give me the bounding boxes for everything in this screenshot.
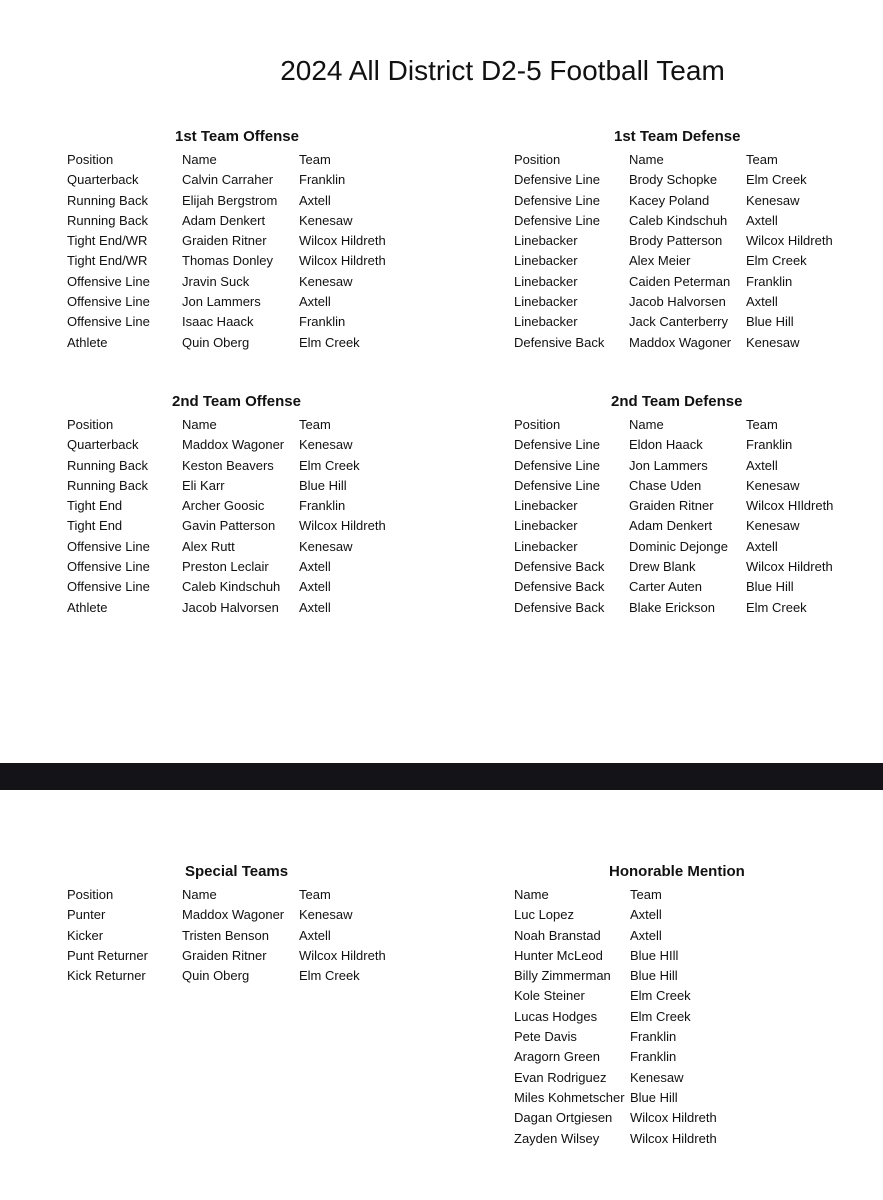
cell-name: Chase Uden	[629, 477, 702, 493]
cell-team: Kenesaw	[299, 538, 353, 554]
cell-name: Adam Denkert	[182, 212, 266, 228]
cell-team: Blue Hill	[630, 968, 678, 984]
cell-name: Luc Lopez	[514, 907, 574, 923]
cell-team: Elm Creek	[630, 988, 691, 1004]
cell-team: Blue Hill	[299, 477, 347, 493]
cell-team: Wilcox Hildreth	[299, 233, 386, 249]
cell-team: Franklin	[630, 1049, 677, 1065]
cell-team: Kenesaw	[746, 477, 800, 493]
cell-team: Blue Hill	[630, 1089, 678, 1105]
cell-team: Blue Hill	[746, 579, 794, 595]
cell-name: Adam Denkert	[629, 518, 713, 534]
cell-position: Offensive Line	[67, 538, 150, 554]
cell-team: Franklin	[299, 498, 346, 514]
cell-position: Running Back	[67, 457, 148, 473]
cell-name: Graiden Ritner	[182, 947, 267, 963]
cell-name: Thomas Donley	[182, 253, 274, 269]
cell-team: Elm Creek	[746, 172, 807, 188]
cell-team: Axtell	[299, 579, 331, 595]
cell-name: Quin Oberg	[182, 968, 250, 984]
cell-team: Kenesaw	[746, 192, 800, 208]
cell-team: Axtell	[746, 212, 778, 228]
cell-name: Jacob Halvorsen	[182, 599, 279, 615]
cell-team: Axtell	[630, 927, 662, 943]
cell-team: Franklin	[630, 1029, 677, 1045]
cell-position: Athlete	[67, 334, 108, 350]
cell-name: Brody Schopke	[629, 172, 718, 188]
cell-position: Defensive Line	[514, 457, 600, 473]
section-title: 2nd Team Offense	[172, 393, 301, 410]
cell-name: Elijah Bergstrom	[182, 192, 278, 208]
header-team: Team	[299, 887, 331, 902]
cell-team: Wilcox Hildreth	[746, 559, 833, 575]
cell-name: Maddox Wagoner	[182, 437, 285, 453]
section-title: Special Teams	[185, 863, 289, 880]
cell-position: Defensive Line	[514, 437, 600, 453]
cell-name: Pete Davis	[514, 1029, 577, 1045]
cell-name: Jack Canterberry	[629, 314, 728, 330]
cell-team: Axtell	[746, 294, 778, 310]
cell-position: Kick Returner	[67, 968, 146, 984]
cell-name: Jon Lammers	[629, 457, 708, 473]
cell-name: Jon Lammers	[182, 294, 261, 310]
cell-team: Elm Creek	[746, 253, 807, 269]
header-position: Position	[514, 417, 561, 432]
section-title: 1st Team Offense	[175, 128, 299, 145]
section-title: 2nd Team Defense	[611, 393, 743, 410]
cell-team: Wilcox Hildreth	[746, 233, 833, 249]
page-title: 2024 All District D2-5 Football Team	[280, 55, 725, 86]
cell-name: Noah Branstad	[514, 927, 601, 943]
header-name: Name	[514, 887, 549, 902]
cell-team: Wilcox Hildreth	[630, 1130, 717, 1146]
cell-name: Dagan Ortgiesen	[514, 1110, 613, 1126]
cell-team: Kenesaw	[299, 437, 353, 453]
cell-name: Evan Rodriguez	[514, 1069, 607, 1085]
cell-name: Jravin Suck	[182, 273, 250, 289]
cell-position: Athlete	[67, 599, 108, 615]
cell-position: Defensive Back	[514, 579, 605, 595]
cell-name: Archer Goosic	[182, 498, 265, 514]
cell-team: Kenesaw	[299, 907, 353, 923]
cell-position: Tight End	[67, 518, 123, 534]
cell-position: Linebacker	[514, 233, 578, 249]
header-team: Team	[630, 887, 662, 902]
cell-team: Elm Creek	[299, 968, 360, 984]
cell-name: Dominic Dejonge	[629, 538, 728, 554]
cell-position: Linebacker	[514, 253, 578, 269]
cell-name: Billy Zimmerman	[514, 968, 611, 984]
cell-team: Elm Creek	[299, 457, 360, 473]
cell-team: Elm Creek	[299, 334, 360, 350]
cell-team: Wilcox Hildreth	[299, 253, 386, 269]
cell-position: Linebacker	[514, 294, 578, 310]
cell-position: Quarterback	[67, 172, 139, 188]
cell-position: Linebacker	[514, 314, 578, 330]
cell-name: Miles Kohmetscher	[514, 1089, 625, 1105]
cell-position: Defensive Back	[514, 334, 605, 350]
cell-position: Tight End/WR	[67, 253, 148, 269]
header-position: Position	[514, 152, 561, 167]
cell-team: Wilcox HIldreth	[746, 498, 834, 514]
cell-name: Isaac Haack	[182, 314, 254, 330]
cell-name: Alex Meier	[629, 253, 691, 269]
header-name: Name	[629, 152, 664, 167]
header-team: Team	[299, 152, 331, 167]
cell-name: Blake Erickson	[629, 599, 715, 615]
cell-name: Carter Auten	[629, 579, 702, 595]
cell-team: Wilcox Hildreth	[299, 947, 386, 963]
cell-position: Defensive Line	[514, 172, 600, 188]
cell-name: Preston Leclair	[182, 559, 269, 575]
cell-team: Franklin	[746, 437, 793, 453]
cell-team: Axtell	[299, 559, 331, 575]
cell-team: Axtell	[299, 192, 331, 208]
cell-position: Defensive Line	[514, 477, 600, 493]
cell-name: Hunter McLeod	[514, 947, 603, 963]
cell-name: Quin Oberg	[182, 334, 250, 350]
cell-team: Kenesaw	[299, 212, 353, 228]
cell-position: Running Back	[67, 212, 148, 228]
header-name: Name	[182, 887, 217, 902]
cell-team: Elm Creek	[630, 1008, 691, 1024]
header-name: Name	[629, 417, 664, 432]
cell-name: Caiden Peterman	[629, 273, 731, 289]
cell-position: Tight End	[67, 498, 123, 514]
cell-position: Offensive Line	[67, 294, 150, 310]
cell-name: Maddox Wagoner	[629, 334, 732, 350]
cell-name: Brody Patterson	[629, 233, 723, 249]
header-position: Position	[67, 887, 114, 902]
cell-name: Maddox Wagoner	[182, 907, 285, 923]
cell-position: Offensive Line	[67, 314, 150, 330]
cell-team: Wilcox Hildreth	[630, 1110, 717, 1126]
header-position: Position	[67, 152, 114, 167]
cell-team: Kenesaw	[746, 334, 800, 350]
cell-team: Axtell	[299, 599, 331, 615]
cell-position: Offensive Line	[67, 559, 150, 575]
cell-name: Keston Beavers	[182, 457, 274, 473]
cell-name: Eli Karr	[182, 477, 225, 493]
cell-team: Franklin	[299, 172, 346, 188]
cell-team: Axtell	[746, 457, 778, 473]
cell-position: Defensive Back	[514, 599, 605, 615]
section-title: 1st Team Defense	[614, 128, 741, 145]
cell-position: Linebacker	[514, 518, 578, 534]
cell-name: Kacey Poland	[629, 192, 710, 208]
cell-name: Graiden Ritner	[629, 498, 714, 514]
divider-band	[0, 763, 883, 790]
cell-team: Axtell	[746, 538, 778, 554]
cell-name: Graiden Ritner	[182, 233, 267, 249]
cell-name: Caleb Kindschuh	[629, 212, 728, 228]
cell-position: Defensive Back	[514, 559, 605, 575]
cell-team: Kenesaw	[299, 273, 353, 289]
cell-team: Kenesaw	[746, 518, 800, 534]
cell-name: Calvin Carraher	[182, 172, 274, 188]
cell-position: Linebacker	[514, 498, 578, 514]
cell-position: Running Back	[67, 192, 148, 208]
cell-position: Punt Returner	[67, 947, 148, 963]
cell-team: Blue HIll	[630, 947, 679, 963]
cell-team: Franklin	[299, 314, 346, 330]
header-team: Team	[746, 417, 778, 432]
cell-position: Tight End/WR	[67, 233, 148, 249]
header-position: Position	[67, 417, 114, 432]
cell-position: Kicker	[67, 927, 104, 943]
header-name: Name	[182, 152, 217, 167]
cell-name: Alex Rutt	[182, 538, 235, 554]
cell-name: Eldon Haack	[629, 437, 703, 453]
cell-team: Franklin	[746, 273, 793, 289]
cell-team: Axtell	[630, 907, 662, 923]
cell-position: Quarterback	[67, 437, 139, 453]
header-name: Name	[182, 417, 217, 432]
cell-position: Punter	[67, 907, 106, 923]
header-team: Team	[299, 417, 331, 432]
cell-position: Offensive Line	[67, 273, 150, 289]
cell-position: Linebacker	[514, 273, 578, 289]
cell-position: Linebacker	[514, 538, 578, 554]
cell-team: Blue Hill	[746, 314, 794, 330]
cell-team: Axtell	[299, 294, 331, 310]
cell-name: Zayden Wilsey	[514, 1130, 600, 1146]
cell-name: Aragorn Green	[514, 1049, 600, 1065]
cell-team: Kenesaw	[630, 1069, 684, 1085]
cell-position: Running Back	[67, 477, 148, 493]
cell-name: Caleb Kindschuh	[182, 579, 281, 595]
cell-team: Axtell	[299, 927, 331, 943]
cell-team: Elm Creek	[746, 599, 807, 615]
cell-team: Wilcox Hildreth	[299, 518, 386, 534]
cell-position: Offensive Line	[67, 579, 150, 595]
cell-name: Gavin Patterson	[182, 518, 276, 534]
cell-name: Lucas Hodges	[514, 1008, 598, 1024]
section-title: Honorable Mention	[609, 863, 745, 880]
cell-name: Tristen Benson	[182, 927, 269, 943]
cell-name: Drew Blank	[629, 559, 696, 575]
cell-name: Kole Steiner	[514, 988, 585, 1004]
header-team: Team	[746, 152, 778, 167]
cell-position: Defensive Line	[514, 212, 600, 228]
cell-position: Defensive Line	[514, 192, 600, 208]
cell-name: Jacob Halvorsen	[629, 294, 726, 310]
